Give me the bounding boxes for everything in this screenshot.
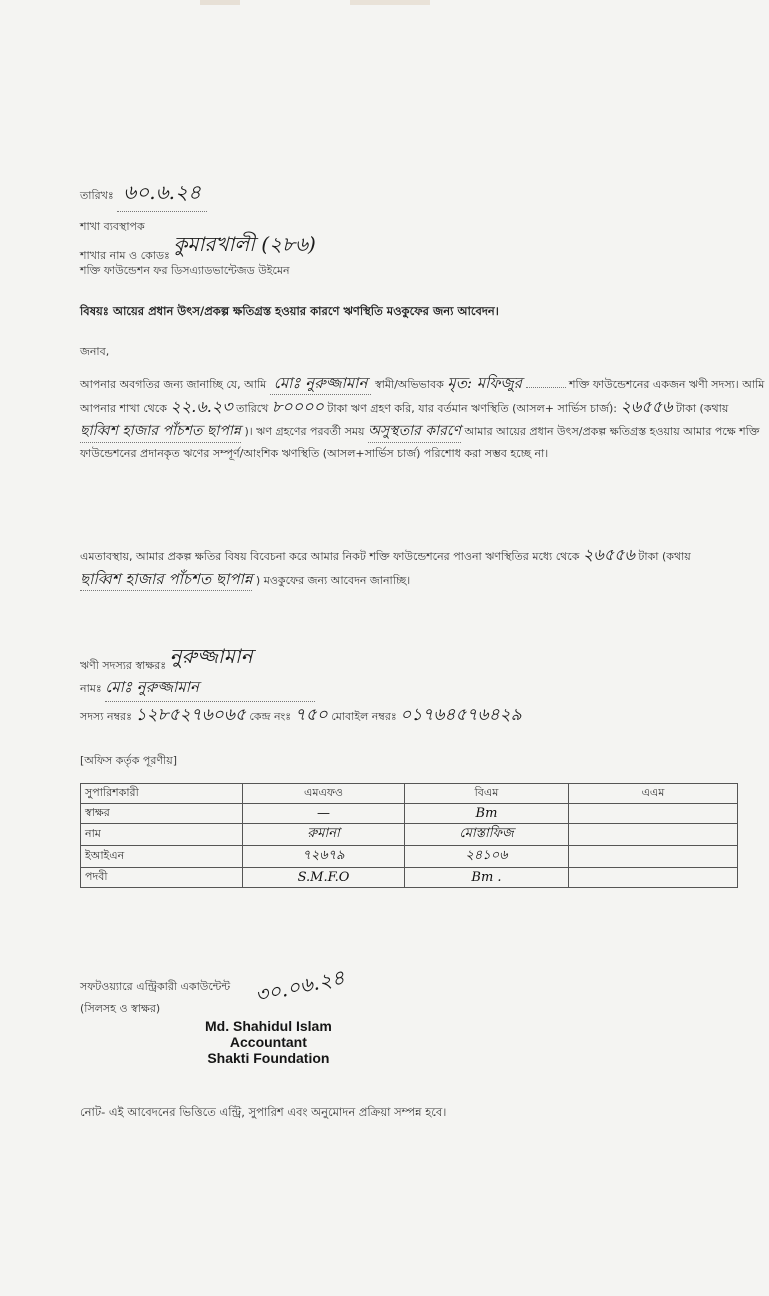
accountant-stamp (205, 1018, 332, 1066)
recipient-line: শাখা ব্যবস্থাপক (80, 220, 145, 233)
body-paragraph-1 (80, 372, 768, 465)
stamp-organization: Shakti Foundation (207, 1050, 330, 1066)
p1-text-f: টাকা (কথায় (675, 402, 729, 415)
member-name-label: নামঃ (80, 682, 102, 695)
date-label: তারিখঃ (80, 189, 114, 202)
waiver-in-words: ছাব্বিশ হাজার পাঁচশত ছাপান্ন (80, 568, 252, 591)
applicant-name: মোঃ নুরুজ্জামান (270, 372, 372, 395)
row-label: ইআইএন (81, 846, 243, 868)
center-number-label: কেন্দ্র নংঃ (249, 710, 292, 723)
mfo-cell: ৭২৬৭৯ (243, 846, 405, 868)
branch-value: কুমারখালী (২৮৬) (173, 232, 316, 256)
bm-cell: Bm . (405, 868, 569, 888)
member-id-line (80, 702, 522, 730)
stamp-name: Md. Shahidul Islam (205, 1018, 332, 1034)
row-label: পদবী (81, 868, 243, 888)
table-row (81, 824, 738, 846)
row-label: স্বাক্ষর (81, 804, 243, 824)
am-cell (569, 824, 738, 846)
office-use-note: [অফিস কর্তৃক পূরণীয়] (80, 754, 177, 767)
accountant-line-2: (সিলসহ ও স্বাক্ষর) (80, 1002, 161, 1015)
mfo-cell: — (243, 804, 405, 824)
bm-cell: ২৪১০৬ (405, 846, 569, 868)
p1-text-g: )। ঋণ গ্রহণের পরবর্তী সময় (244, 425, 365, 438)
p2-text-a: এমতাবস্থায়, আমার প্রকল্প ক্ষতির বিষয় বিবেচনা করে আমার নিকট শক্তি ফাউন্ডেশনের পাওনা ঋণস্থিতির মধ্যে থেকে (80, 550, 580, 563)
am-cell (569, 868, 738, 888)
salutation: জনাব, (80, 345, 110, 358)
p2-text-b: টাকা (কথায় (638, 550, 691, 563)
member-number-label: সদস্য নম্বরঃ (80, 710, 132, 723)
mfo-cell: S.M.F.O (243, 868, 405, 888)
waiver-amount: ২৬৫৫৬ (582, 545, 635, 564)
header-am: এএম (569, 784, 738, 804)
p1-text-a: আপনার অবগতির জন্য জানাচ্ছি যে, আমি (80, 378, 267, 391)
header-recommender: সুপারিশকারী (81, 784, 243, 804)
loan-amount: ৮০০০০ (271, 397, 324, 416)
mfo-cell: রুমানা (243, 824, 405, 846)
table-header-row (81, 784, 738, 804)
body-paragraph-2 (80, 544, 768, 592)
p1-text-d: তারিখে (236, 402, 269, 415)
loss-reason: অসুস্থতার কারণে (368, 420, 461, 443)
date-value: ৬০.৬.২৪ (117, 178, 207, 212)
header-mfo: এমএফও (243, 784, 405, 804)
member-name-line (80, 676, 315, 702)
branch-label: শাখার নাম ও কোডঃ (80, 249, 170, 262)
bm-cell: Bm (405, 804, 569, 824)
p1-text-b: স্বামী/অভিভাবক (374, 378, 444, 391)
approval-table (80, 783, 738, 888)
loan-balance: ২৬৫৫৬ (620, 397, 673, 416)
date-line (80, 178, 207, 212)
bm-cell: মোস্তাফিজ (405, 824, 569, 846)
member-name: মোঃ নুরুজ্জামান (105, 676, 315, 702)
p2-text-c: ) মওকুফের জন্য আবেদন জানাচ্ছি। (255, 574, 411, 587)
stamp-title: Accountant (229, 1034, 307, 1050)
p1-text-c: শক্তি ফাউন্ডেশনের একজন ঋণী সদস্য। আমি আপনার শাখা থেকে (80, 378, 765, 415)
table-row (81, 804, 738, 824)
p1-text-h: আমার আয়ের প্রধান উৎস/প্রকল্প ক্ষতিগ্রস্ত হওয়ায় আমার পক্ষে শক্তি ফাউন্ডেশনের প্রদানকৃত ঋণের সম্পূর্ণ/আংশিক ঋণস্থিতি (আসল+সার্ভিস চার্জ) পরিশোধ করা সম্ভব হচ্ছে না। (80, 425, 760, 460)
subject-line: বিষয়ঃ আয়ের প্রধান উৎস/প্রকল্প ক্ষতিগ্রস্ত হওয়ার কারণে ঋণস্থিতি মওকুফের জন্য আবেদন। (80, 304, 499, 318)
top-scan-mark (350, 0, 430, 5)
am-cell (569, 804, 738, 824)
accountant-signature-date: ৩০.০৬.২৪ (252, 964, 347, 1008)
member-number: ১২৮৫২৭৬০৬৫ (135, 705, 246, 725)
row-label: নাম (81, 824, 243, 846)
table-row (81, 868, 738, 888)
center-number: ৭৫০ (294, 705, 328, 725)
guardian-name: মৃত: মফিজুর (447, 374, 523, 392)
top-scan-mark (200, 0, 240, 5)
member-signature-label: ঋণী সদস্যর স্বাক্ষরঃ (80, 659, 167, 672)
balance-in-words: ছাব্বিশ হাজার পাঁচশত ছাপান্ন (80, 420, 241, 443)
mobile-number-label: মোবাইল নম্বরঃ (331, 710, 397, 723)
accountant-line-1: সফটওয়্যারে এন্ট্রিকারী একাউন্টেন্ট (80, 980, 231, 993)
loan-date: ২২.৬.২৩ (170, 397, 233, 416)
table-row (81, 846, 738, 868)
header-bm: বিএম (405, 784, 569, 804)
mobile-number: ০১৭৬৪৫৭৬৪২৯ (400, 705, 522, 725)
p1-text-e: টাকা ঋণ গ্রহণ করি, যার বর্তমান ঋণস্থিতি (আসল+ সার্ভিস চার্জ): (327, 402, 617, 415)
footnote: নোট- এই আবেদনের ভিত্তিতে এন্ট্রি, সুপারিশ এবং অনুমোদন প্রক্রিয়া সম্পন্ন হবে। (80, 1105, 447, 1119)
am-cell (569, 846, 738, 868)
organization-line: শক্তি ফাউন্ডেশন ফর ডিসএ্যাডভান্টেজড উইমেন (80, 264, 290, 277)
member-signature: নুরুজ্জামান (169, 644, 253, 668)
